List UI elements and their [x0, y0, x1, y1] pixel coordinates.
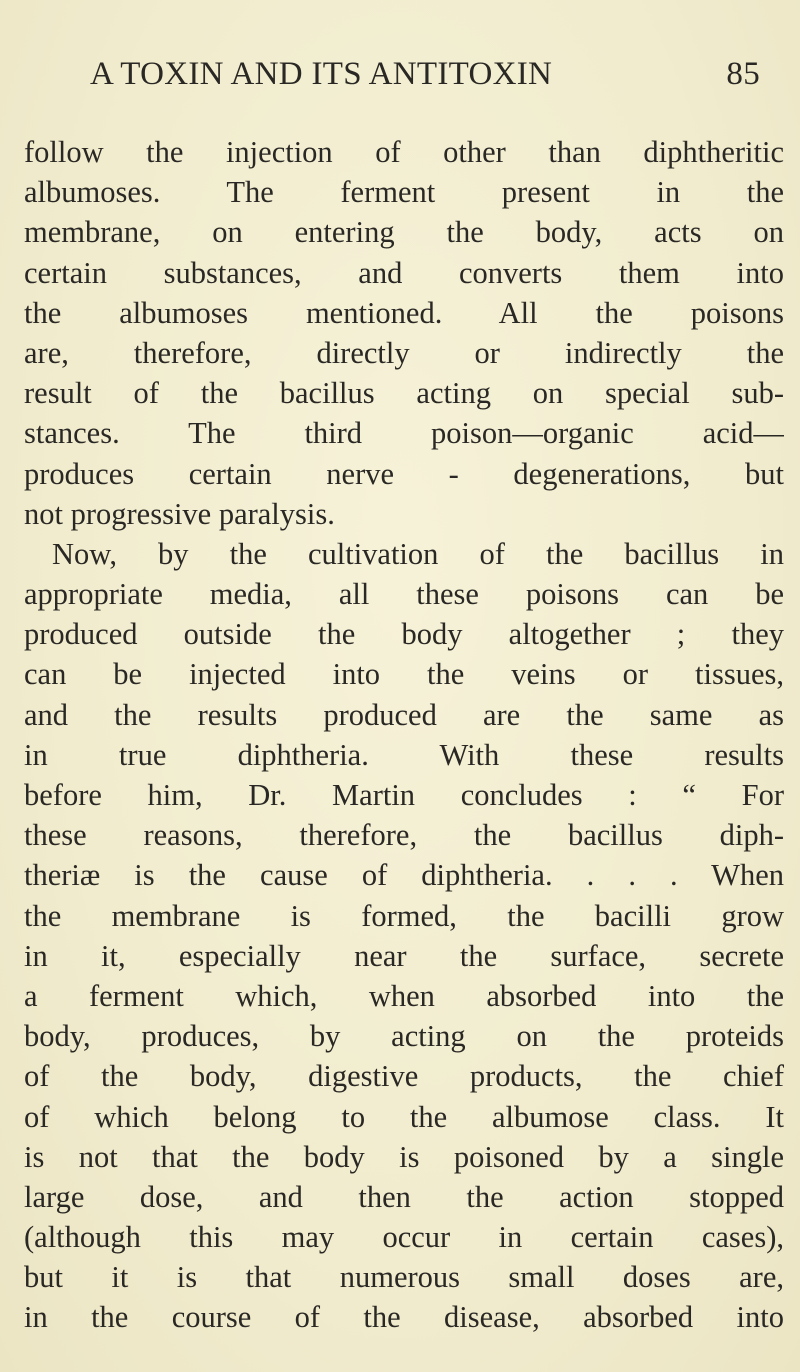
page-number: 85: [726, 56, 760, 92]
text-line: not progressive paralysis.: [24, 496, 335, 531]
text-line: appropriate media, all these poisons can be: [24, 577, 784, 612]
text-line: certain substances, and converts them into: [24, 255, 784, 290]
text-line: and the results produced are the same as: [24, 697, 784, 732]
text-line: body, produces, by acting on the proteids: [24, 1019, 784, 1054]
text-line: is not that the body is poisoned by a single: [24, 1139, 784, 1174]
text-line: result of the bacillus acting on special sub-: [24, 376, 784, 411]
text-line: in it, especially near the surface, secrete: [24, 938, 784, 973]
running-title: A TOXIN AND ITS ANTITOXIN: [90, 56, 553, 92]
text-line: of which belong to the albumose class. It: [24, 1099, 784, 1134]
text-line: produces certain nerve - degenerations, but: [24, 456, 784, 491]
text-line: can be injected into the veins or tissues,: [24, 657, 784, 692]
text-line: theriæ is the cause of diphtheria. . . . When: [24, 858, 784, 893]
text-line: these reasons, therefore, the bacillus diph-: [24, 818, 784, 853]
text-line: follow the injection of other than diphtheritic: [24, 135, 784, 169]
text-line: large dose, and then the action stopped: [24, 1179, 784, 1214]
text-line: produced outside the body altogether ; they: [24, 617, 784, 652]
text-line: the albumoses mentioned. All the poisons: [24, 295, 784, 330]
text-line: in the course of the disease, absorbed into: [24, 1300, 784, 1335]
text-line: albumoses. The ferment present in the: [24, 175, 784, 210]
text-line: membrane, on entering the body, acts on: [24, 215, 784, 250]
text-line: a ferment which, when absorbed into the: [24, 978, 784, 1013]
body-text: [24, 132, 784, 1338]
text-line: in true diphtheria. With these results: [24, 737, 784, 772]
text-line: Now, by the cultivation of the bacillus in: [52, 536, 784, 571]
text-line: are, therefore, directly or indirectly the: [24, 335, 784, 370]
text-line: but it is that numerous small doses are,: [24, 1260, 784, 1295]
text-line: (although this may occur in certain cases),: [24, 1220, 784, 1255]
text-line: before him, Dr. Martin concludes : “ For: [24, 778, 784, 812]
text-line: the membrane is formed, the bacilli grow: [24, 898, 784, 933]
text-line: of the body, digestive products, the chief: [24, 1059, 784, 1094]
running-head: [90, 52, 760, 98]
text-line: stances. The third poison—organic acid—: [24, 416, 784, 451]
